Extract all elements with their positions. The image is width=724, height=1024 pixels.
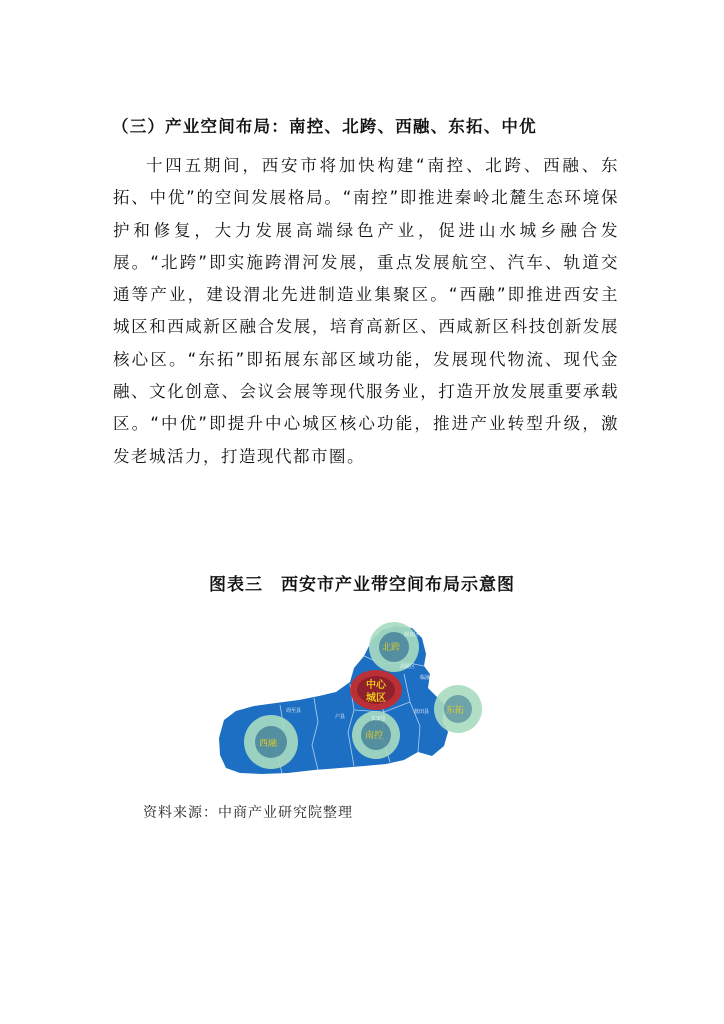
district-label: 周至县 — [286, 708, 302, 714]
south-zone-label: 南控 — [365, 731, 384, 741]
district-label: 阎良区 — [404, 632, 420, 638]
section-heading: （三）产业空间布局：南控、北跨、西融、东拓、中优 — [112, 117, 537, 136]
source-note: 资料来源：中商产业研究院整理 — [143, 805, 353, 821]
district-label: 蓝田县 — [414, 709, 430, 715]
west-zone-label: 西融 — [259, 739, 278, 749]
north-zone-label: 北跨 — [382, 643, 401, 653]
xian-industry-map — [214, 610, 494, 782]
east-zone-label: 东拓 — [446, 706, 465, 716]
district-label: 高陵区 — [400, 664, 416, 670]
district-label: 户县 — [335, 714, 346, 720]
center-zone-label-line1: 中心 — [366, 680, 386, 691]
district-label: 长安区 — [371, 716, 387, 722]
center-zone-label-line2: 城区 — [366, 693, 386, 704]
figure-title: 图表三 西安市产业带空间布局示意图 — [209, 575, 515, 595]
body-paragraph: 十四五期间，西安市将加快构建“南控、北跨、西融、东拓、中优”的空间发展格局。“南控”即推进秦岭北麓生态环境保护和修复，大力发展高端绿色产业，促进山水城乡融合发展。“北跨”即实施跨渭河发展，重点发展航空、汽车、轨道交通等产业，建设渭北先进制造业集聚区。“西融”即推进西安主城区和西咸新区融合发展，培育高新区、西咸新区科技创新发展核心区。“东拓”即拓展东部区域功能，发展现代物流、现代金融、文化创意、会议会展等现代服务业，打造开放发展重要承载区。“中优”即提升中心城区核心功能，推进产业转型升级，激发老城活力，打造现代都市圈。 — [113, 156, 619, 466]
district-label: 临潼区 — [420, 675, 436, 681]
